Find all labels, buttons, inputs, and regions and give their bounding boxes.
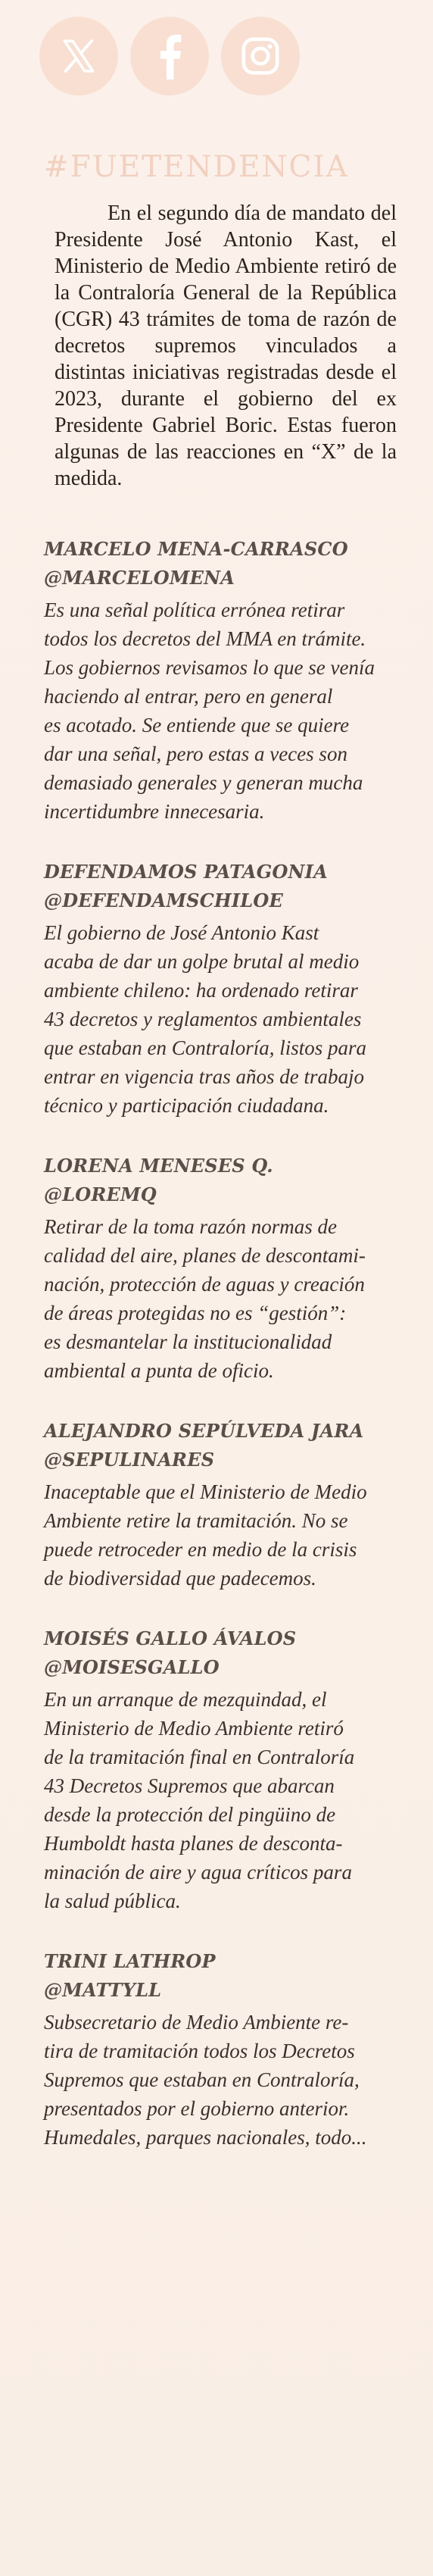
quote-line: que estaban en Contraloría, listos para <box>44 1036 367 1059</box>
quote-line: puede retroceder en medio de la crisis <box>44 1538 357 1561</box>
quote-line: ambiental a punta de oficio. <box>44 1359 274 1382</box>
quote-line: Ministerio de Medio Ambiente retiró <box>44 1717 344 1740</box>
quote-line: Retirar de la toma razón normas de <box>44 1215 337 1238</box>
quote-line: es desmantelar la institucionalidad <box>44 1330 332 1353</box>
reaction-item <box>44 1417 397 1593</box>
quote-line: Humboldt hasta planes de desconta- <box>44 1832 343 1855</box>
quote-line: ambiente chileno: ha ordenado retirar <box>44 979 358 1002</box>
reaction-item <box>44 1624 397 1915</box>
quote-line: Ambiente retire la tramitación. No se <box>44 1509 348 1532</box>
quote-line: calidad del aire, planes de descontami- <box>44 1244 366 1267</box>
quote-line: Inaceptable que el Ministerio de Medio <box>44 1480 367 1503</box>
reaction-quote <box>44 918 397 1120</box>
author-handle[interactable]: @LOREMQ <box>44 1183 157 1205</box>
quote-line: El gobierno de José Antonio Kast <box>44 921 319 944</box>
quote-line: Humedales, parques nacionales, todo... <box>44 2126 367 2149</box>
quote-line: dar una señal, pero estas a veces son <box>44 742 347 765</box>
author-handle[interactable]: @MOISESGALLO <box>44 1656 220 1678</box>
quote-line: incertidumbre innecesaria. <box>44 800 265 823</box>
reaction-quote <box>44 596 397 826</box>
quote-line: desde la protección del pingüino de <box>44 1803 336 1826</box>
author-handle[interactable]: @MARCELOMENA <box>44 567 235 589</box>
author-name: MOISÉS GALLO ÁVALOS <box>44 1627 297 1649</box>
quote-line: Subsecretario de Medio Ambiente re- <box>44 2011 349 2034</box>
author-name: ALEJANDRO SEPÚLVEDA JARA <box>44 1420 364 1442</box>
reaction-quote <box>44 2008 397 2152</box>
quote-line: entrar en vigencia tras años de trabajo <box>44 1065 364 1088</box>
quote-line: la salud pública. <box>44 1890 181 1912</box>
article-intro: En el segundo día de mandato del Presidente José Antonio Kast, el Ministerio de Medio Ambiente retiró de la Contraloría General de la República (CGR) 43 trámites de toma de razón de decretos supremos vinculados a distintas iniciativas registradas desde el 2023, durante el gobierno del ex Presidente Gabriel Boric. Estas fueron algunas de las reacciones en “X” de la medida. <box>55 202 397 490</box>
facebook-share-button[interactable] <box>130 17 209 95</box>
quote-line: Los gobiernos revisamos lo que se venía <box>44 656 375 679</box>
author-name: DEFENDAMOS PATAGONIA <box>44 861 328 883</box>
quote-line: 43 Decretos Supremos que abarcan <box>44 1774 335 1797</box>
quote-line: de biodiversidad que padecemos. <box>44 1567 316 1590</box>
quote-line: de áreas protegidas no es “gestión”: <box>44 1302 347 1324</box>
instagram-share-button[interactable] <box>221 17 300 95</box>
quote-line: presentados por el gobierno anterior. <box>44 2097 350 2120</box>
social-icons-row <box>39 17 300 95</box>
quote-line: En un arranque de mezquindad, el <box>44 1688 327 1711</box>
quote-line: nación, protección de aguas y creación <box>44 1273 365 1296</box>
reactions-feed <box>44 535 397 2184</box>
author-handle[interactable]: @DEFENDAMSCHILOE <box>44 889 283 911</box>
reaction-item <box>44 1152 397 1385</box>
quote-line: minación de aire y agua críticos para <box>44 1861 352 1884</box>
quote-line: de la tramitación final en Contraloría <box>44 1746 355 1768</box>
x-icon <box>58 35 100 77</box>
quote-line: tira de tramitación todos los Decretos <box>44 2040 355 2062</box>
reaction-quote <box>44 1212 397 1385</box>
author-handle[interactable]: @MATTYLL <box>44 1979 162 2001</box>
author-handle[interactable]: @SEPULINARES <box>44 1449 215 1471</box>
reaction-quote <box>44 1685 397 1915</box>
quote-line: haciendo al entrar, pero en general <box>44 685 333 708</box>
x-share-button[interactable] <box>39 17 118 95</box>
facebook-icon <box>157 33 182 80</box>
quote-line: acaba de dar un golpe brutal al medio <box>44 950 360 973</box>
reaction-quote <box>44 1477 397 1593</box>
quote-line: Es una señal política errónea retirar <box>44 599 345 621</box>
reaction-item <box>44 1947 397 2152</box>
quote-line: Supremos que estaban en Contraloría, <box>44 2068 360 2091</box>
section-hashtag: #FUETENDENCIA <box>44 150 349 184</box>
instagram-icon <box>239 35 282 77</box>
author-name: MARCELO MENA-CARRASCO <box>44 538 348 560</box>
author-name: TRINI LATHROP <box>44 1950 216 1972</box>
quote-line: 43 decretos y reglamentos ambientales <box>44 1008 362 1030</box>
reaction-item <box>44 535 397 826</box>
quote-line: es acotado. Se entiende que se quiere <box>44 714 350 736</box>
quote-line: demasiado generales y generan mucha <box>44 771 363 794</box>
reaction-item <box>44 858 397 1120</box>
author-name: LORENA MENESES Q. <box>44 1155 273 1177</box>
quote-line: técnico y participación ciudadana. <box>44 1094 329 1117</box>
quote-line: todos los decretos del MMA en trámite. <box>44 627 366 650</box>
